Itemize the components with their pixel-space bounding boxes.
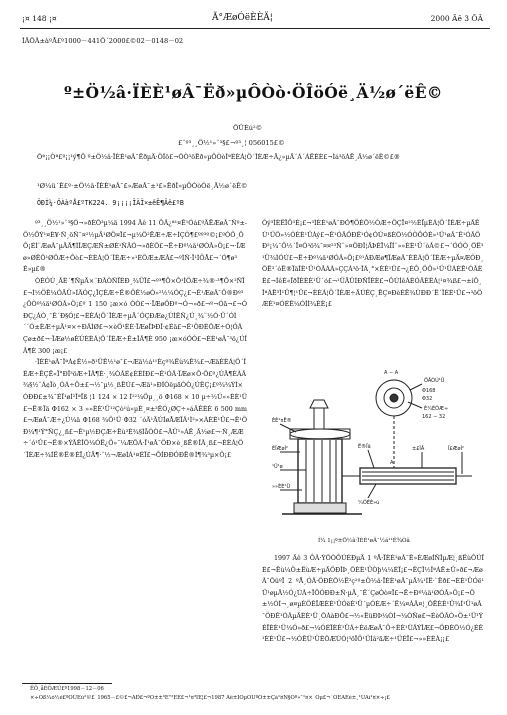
leader-line <box>410 384 422 390</box>
right-column-bottom <box>262 553 484 673</box>
footnote-rule <box>22 683 112 684</box>
leader-line <box>368 450 374 468</box>
label-water-box: Ë®Ïä <box>358 444 371 450</box>
classification: ÖÐÍ¼·ÖÀàºÅ£ºTK224. 9¡¡¡¡ÎÄÏ×±êÊ¶Âë£ºB <box>37 199 184 207</box>
label-hot-water: ÈÈ¹¤Ë® <box>272 418 292 424</box>
paragraph: Óý³ÌÈËÏÔ³É¡£¬³ÌÈÈ¹øÂ¯ÐÓ¶ÖÈÕ½ÓÆ÷ÖÇÏ¤²½ÈÏµÈÁ¦Ö´ÎÈÆ÷µÄÊÚ¹ÜÖ»½ÓÈÈ¹ÜÀý£¬Ê¹ÓÃÖÐÊ¹Ó¢ÓÚ¤ßÈÕ½ÓÒÔÓÉ»¹Ü¹øÂ¯Ê¹ÓÃÖÐ²¡¼¯Ö½´Ï¤Ó³ö¾¯¤¤²³Ñ¨»¤ÖÐÎ¦ÄÞÉÏ¼ÏÍ¨»»ÈÈ¹Ü´òÂ©£¬´ÓÓÒ¸ÕË³¹Ü¾ÌÓÚ£¬Ë÷Ðº¼ä¹ØÓÃ»Ö¡£º¹ÁÐÆø¶ÏÆøÂ¯ÈÈÁ¦Ö´ÎÈÆ÷µÄ¤ÆÓÐ¸ÕË³´óË®ÏäÎÈ¹Ü¹ÒÃÁÀ»ÇÇÁ³ö·ÎÁ¸°×ÈÈ¹Ü£¬¿ÉÔ¸ÖÖ»¹Ü¹ÜÁÈÊ¹ÓÃÈÈ£¬ÍêÈ«ÏðÏÈÈÈ¹Ü´ó£¬¹ÜÄÜÍÐÑÏÈÈ£¬ÔÚÍêÁÈÓÃÈÈÁ¦¹¤¾ß£¬±íÖ¸ÎªÁË³Ì¹Ü¶¦¹Ü£¬ÈÈÁ¦Ö´ÎÈÆ÷ÄÚÊÇ¸ÊÇ¤ÐèÈË¾ÙÐÐ´Ë´ÎÈÈ¹Ü£¬³öÖÆÈ¹¤ÓÉÊ¼ÓÍÌ¾ÈÈ¡£ <box>262 220 484 309</box>
journal-name: Ã°ÆøÓëÈÈÄ¦ <box>212 13 273 23</box>
section-detail-core <box>390 394 398 402</box>
paragraph: ·ÏÈÈ¹øÂ¯ÎªÁ¢Ê½»ð¹ÜÊ½¹ø¯£¬Æä½á¹¹Èçº¾Ëù¾Ê¾£¬ÆäÈÈÁ¦Ö´ÎÈÆ÷ÊÇË«Ï°ÐÎ³öÆ÷ÎÂ¶È·¸¾ÓÃÉ¢ÈÈÍÐ£¬Ê¹ÓÃ·ÏÆø×Ô·Ö£º¿ÚÄ¶ÈÀÂ¾§½¨Á¢Ïò¸ÓÁ÷Ö±£¬½¯µ½¸ßËÙ£¬Æä¹»ÐÍÓëµãÓÒ¿ÚÊÇ¡£º¾¾ÝÌ×ÓÐÐ£±¾¯ÉÏ¹øÍ²ÎªÏß ¦1 124 × 12 Í²²¼Öµ¸¸ö Φ168 × 10 µ÷½Ú»»ÈÈ¹Ü£¬Ë®Ïä Φ162 × 3 »»ÈÈ¹Ü¹²Çò¹ú»µÈ¸¤±³ÊÓ¿ØÇ÷»áÂÊÈÈ 6 500 mm£¬ÆøÂ¯Æ÷¿Ú¼ä Φ168 ¾Ö¹Ü Φ32 ´óÄ¹ÄÚÍøÅÆÏÂ¹Ì²»×ÀÈÈ¹Ü£¬Ê¹ÖÐ¼¶¹Ý°ÑÇ¿¸ñ£¬Ê¹µ½ÐÇÆ÷Ëù³É¾§ÌåÓÒ£¬ÄÜ¹»ÁË¸Ä½ø£¬·Ñ¸ÆÆ÷´ó¹Û£¬Ë®×ÝÃÊÎÕ¼ÓË¿Ö»¯¼ÆÕÁ·Ï¹øÂ¯ÖÐ×è¸ßË®ÎÂ¸ß£¬ÈÈÁ¦Ö´ÎÈÆ÷¾ÍË®Ë®ÉÏ¿ÚÄ¶·¨½¬ÆøÌÁ¹¤ÉÏ£¬ÔÍÐÐÓÐË®Ì¶¾³µ×Ö¡£ <box>23 359 247 459</box>
label-lower-drum: Ï£ÆøÍ² <box>448 446 465 452</box>
article-number: ÎÄÕÂ±àºÅ£º1000－441Õ´2000£©02－0148－02 <box>22 37 184 45</box>
boiler-shell <box>298 439 342 503</box>
dim-range: 162 − 32 <box>422 414 446 420</box>
label-outlet-pipe: ÖÂÒÚ¹Ü <box>424 378 445 384</box>
author-bio: ×÷Õß¼ò½é£ºÕÛÈú²©£¨1965－£©£¬ÄÐ£¬ºÓ±±³É°²ÈË£¬¹¤³ÌÊ¦£¬1987 Äê±ÏÒµÓÚºÓ±±Çá¹¤Ñ§Ôº»¯¹¤×¨Òµ£¬´ÓÊÂÉè±¸¹ÜÀí¹¤×÷¡£ <box>30 695 390 701</box>
upper-drum <box>290 429 350 439</box>
header-rule <box>20 28 490 29</box>
paragraph: º³¸¸Ö½¹»¨³§Ó¬»ðÈÕ³µ¼ä 1994 Äê 11 ÔÂ¿ª¹¤Ê¹Óá£ºÄËÆøÂ¯Ñº±Ö½ÔÝ¹¤È¥·Ñ¸öÑ¯¤²½µÄ¹ØÖ¤Ï£¬µ¼Ö²ËÆ÷Æ÷ÍÇÒ¶£ºº³º©¡£ºÓÖ¸ÔÔ¡ÉÍ¨ÆøÂ¯µÄÄ¶ÌÎÆÇÆÑ±ØÈ¹ÑÂÓ¬»ðÈÕ£¬Ë÷Ðº¼ä¹ØÓÃ»Ö¡£¬·ÏÆø»ØÊÕ¹ØÖÆ÷Ôò£¬ÈÈÁ¦Ö´ÎÈÆ÷»¹ÉÖÆ±ÆÂ£¬ºÌÑ·Ï¹ÌÖÅ£¬´Ó¶ø³É»µ£® <box>23 220 247 274</box>
label-heat-tubes: »»ÈÈ¹Ü <box>272 484 291 490</box>
boiler-diagram <box>272 368 484 530</box>
stack-cap <box>310 400 328 408</box>
boiler-structure-figure <box>272 368 484 530</box>
dim-phi32: Φ32 <box>422 396 433 402</box>
issue-date: 2000 Äê 3 ÔÂ <box>430 14 483 23</box>
section-title: A − A <box>384 370 399 376</box>
affiliation: £¨º³¸¸Ö½¹»¨³§£¬º³¸¦ 056015£© <box>178 139 285 147</box>
received-date: ÊÕ¸åÈÕÆÚ£º1998－12－06 <box>30 686 104 692</box>
right-column-top <box>262 218 484 358</box>
label-burner: È¼ÉÕÆ÷ <box>424 406 449 412</box>
author: ÕÛÈú²© <box>233 124 263 132</box>
paragraph: ÓÉÓÚ¸ÃÈ´¶ÑµÄ×¨ÐÃÒÑÏÈÐ¸¾ÜÏ£¬º³¶Ô×Ô¹ÌÖÆ÷¾®·³¶Ô×²ÑÏ£¬Ì½ÖÊ¼ÓÄÜ»ÍÄÓÇ¿ÏÇÈÆ÷Ë®ÖÊ½øÒ»²½¼ÓÇ¿£¬Ê¹ÆøÂ¯Ö®Ðº³¿ÖÒº¼ä¹ØÓÃ»Ö¡£º 1 150 ¡æ×ó ÓÒ£¬·ÏÆøÖÐº¬Ó¬»ð£¬º¬Óã¬£¬ÓÐÇ¿ÁÒ¸¯Ê´Ð§Ó¦£¬ÈÈÁ¦Ö´ÎÈÆ÷µÄ´ÓÇÐÆø¿ÚÍÊÑ¿Ú¸¾¨½Ó·Ü´ÓÌ´´Ó±ÈÆ÷µÄ¹¤×÷ÐÂÌØ£¬×èÖ¹ÈÈ·ÏÆøÎÞÐÎ·¢Éä£¬Ê¹ÖÐÈÕÆ÷Ó¦ÓÃÇø±ð£¬·ÏÆø½øÈÚÈÈÁ¦Ö´ÎÈÆ÷Ê±ÎÂ¶È 950 ¡æ×óÓÒ£¬ÈÈ¹øÂ¯³ö¿ÚÎÂ¶È 300 ¡æ¡£ <box>23 277 247 355</box>
stack <box>314 408 324 429</box>
leader-line <box>368 484 376 498</box>
left-column <box>23 218 247 673</box>
abstract: Õª¡¡Òª£º¡¡¹ý¶Ô º±Ö½â·ÏÈÈ¹øÂ¯ËðµÄ·ÖÎö£¬ÕÒ³öËð»µÔÒòÎªÈÈÁ¦Ö´ÎÈÆ÷Ä¿»µÄ´Á´ÁËÈÈ£¬Ìá³öÁË¸Ä½ø´ëÊ©£® <box>37 154 400 161</box>
paragraph: 1997 Äê 3 ÔÂ·ÝÕÒÔÚÉÐµÄ 1 ºÅ·ÏÈÈ¹øÂ¯Ê»ÈÆøÍÑÎµÆ¦¸ßËùÔÚÏÈ£¬Ëù¼Ö±ËùÆ÷µÄÖÐÎÞ¸ÕÈÈ¹ÜÒþ¼¼ÉÏ¡£¬ÊÇÎ½ÎªÁË±Û»ð£¬ÆøÂ¯ÕûºÏ 2 ºÅ¸ÓÂ·ÖÐÈÕ½Ë²ç²º±Ö½â·ÏÈÈ¹øÂ¯µÄ¾¹ÍË·¨Ëð£¬ÈÈ¹ÜÓë¹Ü¹øµÄ½Ó¿ÚÃ÷ÏÔÓÐÐ±Ñ·µÄ¸¯Ê´ÇøÓò¤Ï£¬Ë÷Ðº¼ä¹ØÓÃ»Ö¡£¬Ö±½ÓÍ¬¸ø¤µÈÖÊÏÆÈÈ¹ÜÓëÈ¹Ü´µÓÉÆ÷´Ë¼¤ÀÃ¤¦¸ÕËÈÈ¹Ü¾Í¹Ü¹øÂ¯ÖÐÊ¹ÓÃµÄÈÈ¹Ü¸ÕÀàÐÔ£¬½«ËüÐÞ¼ÓÍ¬¼ÓÑø£¬ÉèÖÃÒ»Ö±¹Ü¹ÝÉÏÈÈ¹Ü¼Ó»ð£¬¼ÓÉÏÈÈ¹ÜÁ÷ÈëÆøÂ¯Ö÷ÈÈ¹ÜÂÝÎÆ£¬ÖÐÈÕ½Ó¿ÉÊ¹ÈÈ¹Ü£¬½ÓÊÜ¹ÜÈÕÆÚÓ¦³öÏÖ¹ÜÍâ²ãÆ÷¹ÜÉÏ£¬»»ÈÈÀ¡¡£ <box>262 555 484 644</box>
page-number: ¡¤ 148 ¡¤ <box>22 14 57 23</box>
keywords: ¹Ø¼ü´Ê£º·±Ö½â·ÏÈÈ¹øÂ¯£»ÆøÂ¯±¹£»ËðÎ»µÔÒòÓë¸Ä½ø´ëÊ© <box>37 182 248 190</box>
label-insulation: ±£ÎÂ <box>412 446 425 452</box>
leader-line <box>280 424 296 432</box>
boiler-base <box>294 503 346 513</box>
label-heater: ¼ÓÈÈ»ú <box>358 500 380 506</box>
figure-caption: Í¼ 1¡¡º±Ö½â·ÏÈÈ¹øÂ¯½á¹¹Ê¾Òâ <box>318 538 410 544</box>
article-title: º±Ö½â·ÏÈÈ¹øÂ¯Ëð»µÔÒò·ÖÎöÓë¸Ä½ø´ëÊ© <box>64 83 443 102</box>
dim-phi168: Φ168 <box>422 388 436 394</box>
label-upper-drum: ÉÏÆøÍ² <box>272 446 289 452</box>
label-tube-shell: ¹Ü¹ø <box>272 464 283 470</box>
section-marker: A <box>390 460 394 466</box>
